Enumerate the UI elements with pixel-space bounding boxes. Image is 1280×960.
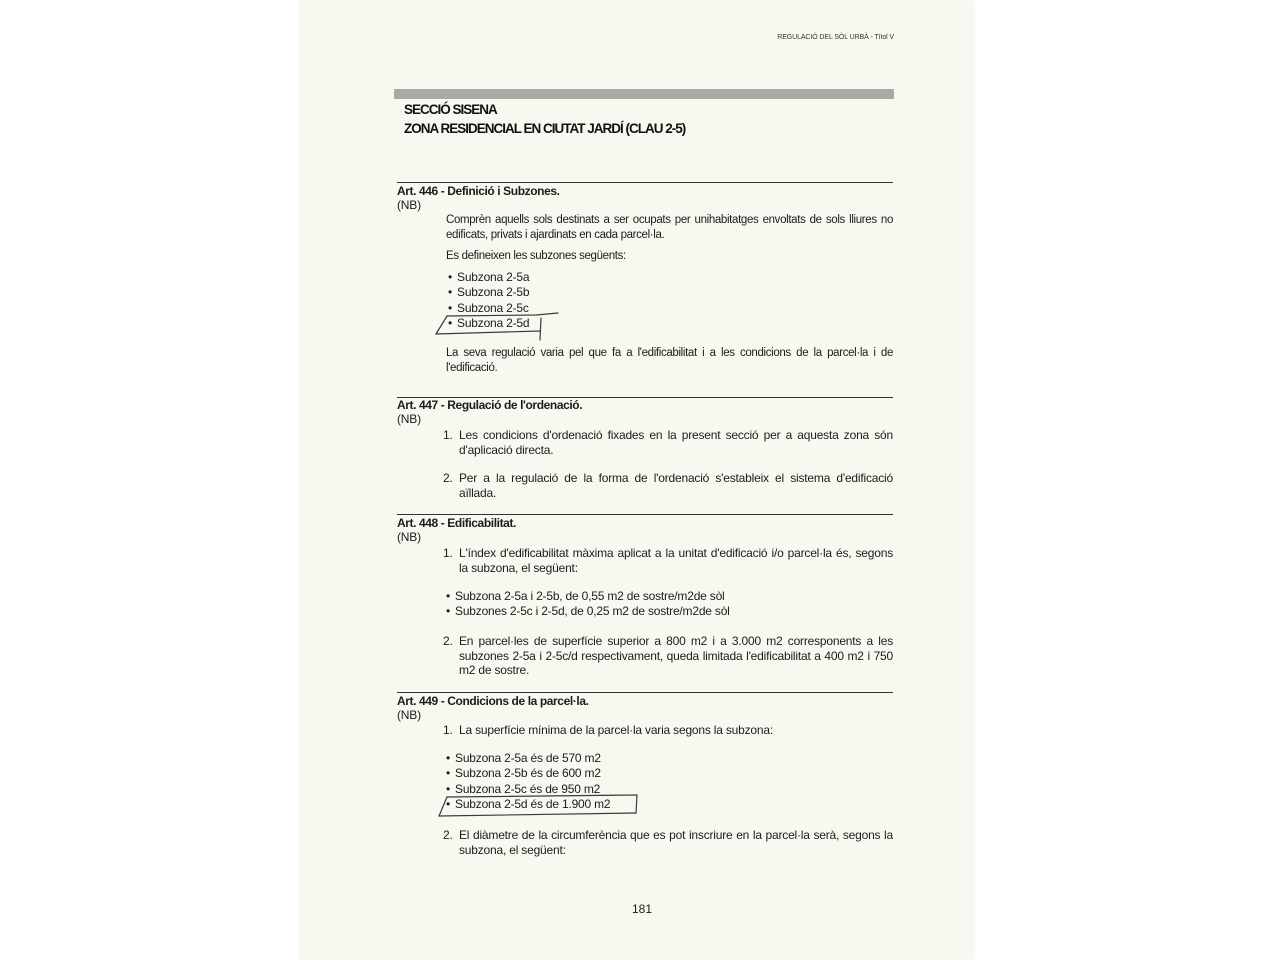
running-header: REGULACIÓ DEL SÒL URBÀ - Títol V (777, 34, 894, 41)
item-number: 1. (443, 546, 453, 560)
list-item: • Subzona 2-5d és de 1.900 m2 (446, 797, 610, 812)
article-449-item-2 (443, 828, 893, 857)
item-text: L'índex d'edificabilitat màxima aplicat a la unitat d'edificació i/o parcel·la és, segons la subzona, el següent: (459, 546, 893, 575)
list-item: • Subzona 2-5a i 2-5b, de 0,55 m2 de sostre/m2de sòl (446, 589, 730, 604)
list-item: • Subzona 2-5b (448, 285, 529, 300)
item-number: 2. (443, 634, 453, 648)
article-446-paragraph-2: Es defineixen les subzones següents: (446, 250, 626, 262)
list-item: • Subzona 2-5c (448, 301, 529, 316)
subzone-list-446 (448, 270, 529, 331)
article-446-paragraph-3: La seva regulació varia pel que fa a l'edificabilitat i a les condicions de la parcel·la i de l'edificació. (446, 347, 893, 374)
item-text: En parcel·les de superfície superior a 800 m2 i a 3.000 m2 corresponents a les subzones 2-5a i 2-5c/d respectivament, queda limitada l'edificabilitat a 400 m2 i 750 m2 de sostre. (459, 634, 893, 677)
article-heading-446: Art. 446 - Definició i Subzones. (397, 184, 560, 198)
minimum-area-list (446, 751, 610, 812)
list-item: • Subzona 2-5c és de 950 m2 (446, 782, 610, 797)
section-band (394, 89, 894, 99)
section-title-line2: ZONA RESIDENCIAL EN CIUTAT JARDÍ (CLAU 2-5) (404, 121, 686, 136)
section-title-line1: SECCIÓ SISENA (404, 102, 497, 117)
item-text: Per a la regulació de la forma de l'ordenació s'estableix el sistema d'edificació aïllada. (459, 471, 893, 500)
item-number: 2. (443, 828, 453, 842)
page-number: 181 (631, 902, 653, 916)
article-448-item-1 (443, 546, 893, 575)
article-447-item-2 (443, 471, 893, 500)
list-item: • Subzona 2-5d (448, 316, 529, 331)
list-item: • Subzona 2-5a és de 570 m2 (446, 751, 610, 766)
article-rule (397, 692, 893, 693)
article-heading-448: Art. 448 - Edificabilitat. (397, 516, 516, 530)
item-text: Les condicions d'ordenació fixades en la present secció per a aquesta zona són d'aplicació directa. (459, 428, 893, 457)
article-rule (397, 182, 893, 183)
item-text: El diàmetre de la circumferència que es pot inscriure en la parcel·la serà, segons la subzona, el següent: (459, 828, 893, 857)
article-446-paragraph-1: Comprèn aquells sols destinats a ser ocupats per unihabitatges envoltats de sols lliures no edificats, privats i ajardinats en cada parcel·la. (446, 214, 893, 241)
article-scope-449: (NB) (397, 708, 421, 722)
article-scope-447: (NB) (397, 412, 421, 426)
article-heading-449: Art. 449 - Condicions de la parcel·la. (397, 694, 589, 708)
article-heading-447: Art. 447 - Regulació de l'ordenació. (397, 398, 583, 412)
edificability-list (446, 589, 730, 620)
list-item: • Subzona 2-5b és de 600 m2 (446, 766, 610, 781)
item-number: 2. (443, 471, 453, 485)
article-448-item-2 (443, 634, 893, 678)
section-title (404, 100, 685, 138)
article-447-item-1 (443, 428, 893, 457)
article-scope-448: (NB) (397, 530, 421, 544)
article-rule (397, 514, 893, 515)
list-item: • Subzona 2-5a (448, 270, 529, 285)
item-number: 1. (443, 723, 453, 737)
item-number: 1. (443, 428, 453, 442)
article-scope-446: (NB) (397, 198, 421, 212)
list-item: • Subzones 2-5c i 2-5d, de 0,25 m2 de sostre/m2de sòl (446, 604, 730, 619)
item-text: La superfície mínima de la parcel·la varia segons la subzona: (459, 723, 773, 737)
article-449-item-1 (443, 723, 893, 738)
